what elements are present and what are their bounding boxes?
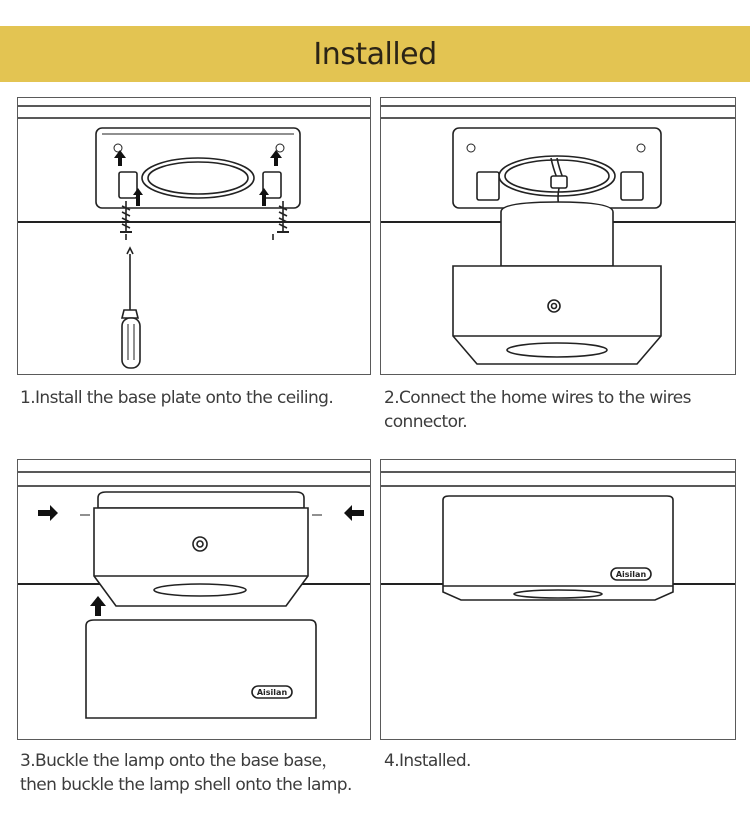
arrow-up-icon — [90, 596, 106, 616]
base-plate-icon — [96, 128, 300, 208]
lamp-brand-label: Aisilan — [256, 688, 288, 697]
screwdriver-icon — [122, 248, 140, 368]
step-1-illustration — [17, 97, 371, 375]
arrow-left-icon — [344, 505, 364, 521]
base-plate-icon — [453, 128, 661, 208]
lamp-brand-label: Aisilan — [615, 570, 647, 579]
step-3-illustration — [17, 459, 371, 740]
step-3-caption: 3.Buckle the lamp onto the base base， then buckle the lamp shell onto the lamp. — [20, 751, 352, 795]
lamp-body-icon — [94, 492, 308, 606]
step-2-caption: 2.Connect the home wires to the wires connector. — [384, 388, 691, 432]
arrow-right-icon — [38, 505, 58, 521]
title-banner — [0, 26, 750, 82]
installed-lamp-icon — [443, 496, 673, 600]
lamp-body-icon — [453, 202, 661, 364]
step-1-caption: 1.Install the base plate onto the ceiling. — [20, 388, 334, 408]
lamp-shell-icon — [86, 620, 316, 718]
step-4-caption: 4.Installed. — [384, 751, 471, 771]
page-title: Installed — [313, 36, 437, 72]
step-2-illustration — [380, 97, 736, 375]
step-4-illustration — [380, 459, 736, 740]
